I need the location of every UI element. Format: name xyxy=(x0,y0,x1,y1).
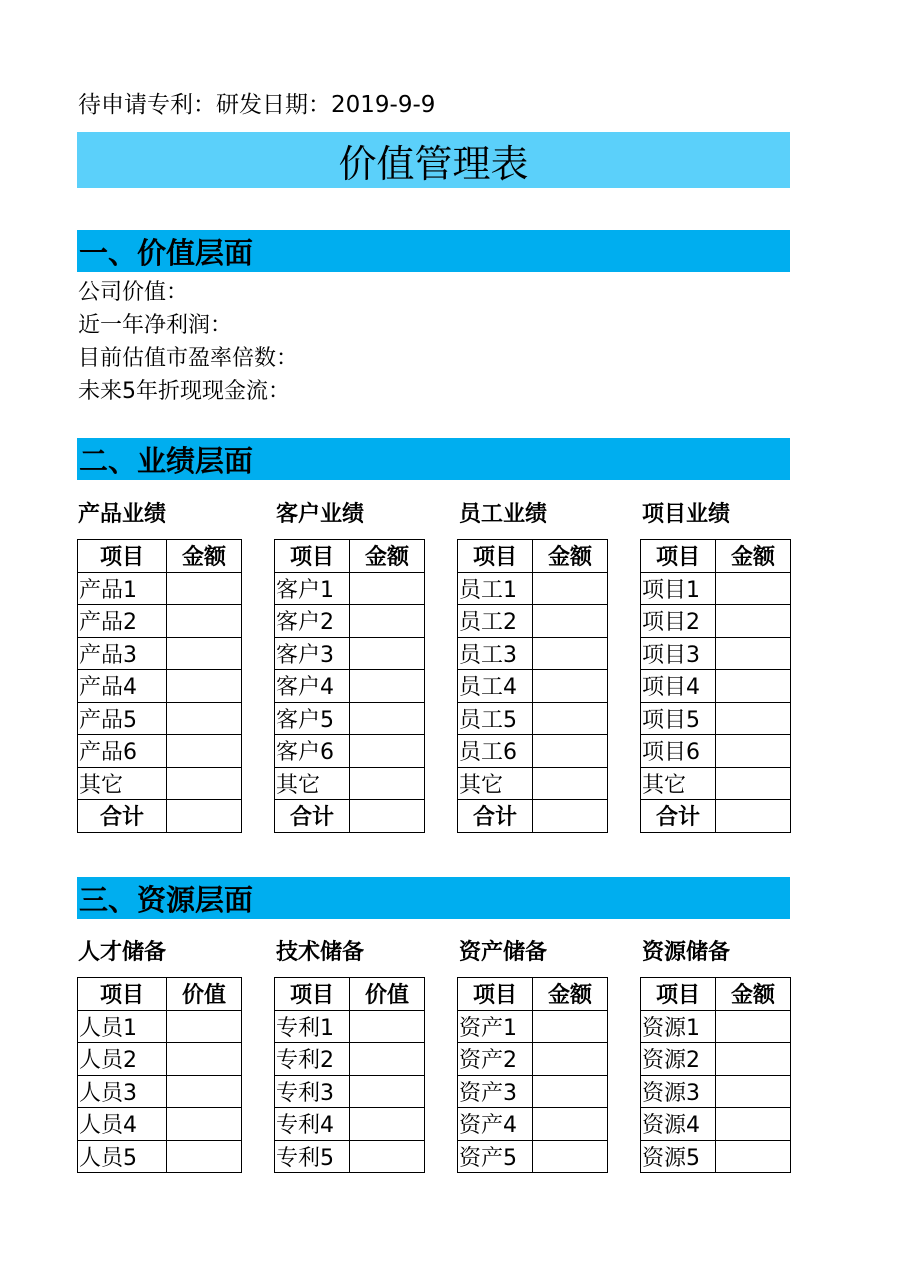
row-label: 资源2 xyxy=(641,1043,716,1076)
row-label: 人员3 xyxy=(78,1075,167,1108)
table-row xyxy=(275,735,425,768)
row-label: 项目5 xyxy=(641,702,716,735)
table-row xyxy=(78,670,242,703)
total-value-cell[interactable] xyxy=(167,800,242,833)
table-row xyxy=(78,735,242,768)
performance-table xyxy=(77,539,242,833)
field-pe-ratio: 目前估值市盈率倍数： xyxy=(78,346,299,371)
value-cell[interactable] xyxy=(533,1140,608,1173)
table-header-row xyxy=(641,978,791,1011)
total-value-cell[interactable] xyxy=(533,800,608,833)
row-label: 人员1 xyxy=(78,1010,167,1043)
value-cell[interactable] xyxy=(350,735,425,768)
row-label: 其它 xyxy=(458,767,533,800)
table-row xyxy=(275,637,425,670)
value-cell[interactable] xyxy=(167,605,242,638)
row-label: 资产2 xyxy=(458,1043,533,1076)
section-heading-performance: 二、业绩层面 xyxy=(77,438,790,480)
table-header-row xyxy=(78,978,242,1011)
table-row xyxy=(78,572,242,605)
value-cell[interactable] xyxy=(533,735,608,768)
row-label: 资产1 xyxy=(458,1010,533,1043)
table-row xyxy=(641,735,791,768)
performance-table-title: 项目业绩 xyxy=(642,502,731,527)
table-row xyxy=(275,1108,425,1141)
row-label: 产品3 xyxy=(78,637,167,670)
value-cell[interactable] xyxy=(167,702,242,735)
performance-table-title: 产品业绩 xyxy=(78,502,167,527)
column-header: 项目 xyxy=(458,540,533,573)
value-cell[interactable] xyxy=(167,1140,242,1173)
table-row xyxy=(78,1010,242,1043)
value-cell[interactable] xyxy=(350,1140,425,1173)
resource-table-title: 人才储备 xyxy=(78,940,167,965)
row-label: 资源1 xyxy=(641,1010,716,1043)
value-cell[interactable] xyxy=(350,1043,425,1076)
value-cell[interactable] xyxy=(167,767,242,800)
column-header: 价值 xyxy=(350,978,425,1011)
value-cell[interactable] xyxy=(167,735,242,768)
value-cell[interactable] xyxy=(716,1075,791,1108)
row-label: 产品4 xyxy=(78,670,167,703)
row-label: 专利5 xyxy=(275,1140,350,1173)
row-label: 项目6 xyxy=(641,735,716,768)
value-cell[interactable] xyxy=(533,605,608,638)
table-row xyxy=(641,572,791,605)
row-label: 客户2 xyxy=(275,605,350,638)
row-label: 员工1 xyxy=(458,572,533,605)
row-label: 其它 xyxy=(78,767,167,800)
row-label: 专利2 xyxy=(275,1043,350,1076)
table-row xyxy=(641,637,791,670)
table-row xyxy=(275,1043,425,1076)
value-cell[interactable] xyxy=(350,1075,425,1108)
row-label: 资产5 xyxy=(458,1140,533,1173)
value-cell[interactable] xyxy=(716,702,791,735)
performance-table xyxy=(274,539,425,833)
table-row xyxy=(641,702,791,735)
field-company-value: 公司价值： xyxy=(78,280,189,305)
row-label: 客户4 xyxy=(275,670,350,703)
value-cell[interactable] xyxy=(350,605,425,638)
total-label: 合计 xyxy=(458,800,533,833)
column-header: 金额 xyxy=(533,978,608,1011)
value-cell[interactable] xyxy=(716,1108,791,1141)
table-row xyxy=(458,767,608,800)
value-cell[interactable] xyxy=(716,735,791,768)
value-cell[interactable] xyxy=(167,1108,242,1141)
column-header: 金额 xyxy=(350,540,425,573)
column-header: 项目 xyxy=(641,978,716,1011)
field-net-profit: 近一年净利润： xyxy=(78,313,233,338)
resource-table-title: 资产储备 xyxy=(459,940,548,965)
value-cell[interactable] xyxy=(533,572,608,605)
row-label: 专利4 xyxy=(275,1108,350,1141)
row-label: 其它 xyxy=(641,767,716,800)
value-cell[interactable] xyxy=(716,637,791,670)
table-header-row xyxy=(458,978,608,1011)
table-row xyxy=(78,637,242,670)
field-discounted-cashflow: 未来5年折现现金流： xyxy=(78,379,290,404)
table-row xyxy=(458,572,608,605)
table-header-row xyxy=(458,540,608,573)
table-row xyxy=(458,605,608,638)
table-row xyxy=(78,767,242,800)
total-row xyxy=(275,800,425,833)
table-row xyxy=(275,1075,425,1108)
row-label: 产品5 xyxy=(78,702,167,735)
value-cell[interactable] xyxy=(350,1108,425,1141)
table-row xyxy=(275,1010,425,1043)
resource-table-title: 技术储备 xyxy=(276,940,365,965)
total-label: 合计 xyxy=(275,800,350,833)
total-row xyxy=(641,800,791,833)
value-cell[interactable] xyxy=(533,637,608,670)
table-row xyxy=(641,670,791,703)
row-label: 员工5 xyxy=(458,702,533,735)
section-heading-resources: 三、资源层面 xyxy=(77,877,790,919)
row-label: 产品1 xyxy=(78,572,167,605)
total-value-cell[interactable] xyxy=(350,800,425,833)
row-label: 产品6 xyxy=(78,735,167,768)
table-row xyxy=(275,670,425,703)
value-cell[interactable] xyxy=(533,702,608,735)
row-label: 项目4 xyxy=(641,670,716,703)
table-row xyxy=(458,702,608,735)
row-label: 员工4 xyxy=(458,670,533,703)
value-cell[interactable] xyxy=(350,670,425,703)
table-row xyxy=(458,670,608,703)
total-value-cell[interactable] xyxy=(716,800,791,833)
value-cell[interactable] xyxy=(167,1010,242,1043)
value-cell[interactable] xyxy=(716,670,791,703)
total-row xyxy=(78,800,242,833)
row-label: 其它 xyxy=(275,767,350,800)
column-header: 价值 xyxy=(167,978,242,1011)
table-header-row xyxy=(641,540,791,573)
row-label: 人员5 xyxy=(78,1140,167,1173)
column-header: 项目 xyxy=(275,540,350,573)
row-label: 客户3 xyxy=(275,637,350,670)
value-cell[interactable] xyxy=(167,1043,242,1076)
table-row xyxy=(458,637,608,670)
table-row xyxy=(78,1140,242,1173)
value-cell[interactable] xyxy=(167,637,242,670)
performance-table xyxy=(640,539,791,833)
row-label: 资产3 xyxy=(458,1075,533,1108)
row-label: 人员2 xyxy=(78,1043,167,1076)
value-cell[interactable] xyxy=(716,767,791,800)
table-header-row xyxy=(78,540,242,573)
value-cell[interactable] xyxy=(716,605,791,638)
value-cell[interactable] xyxy=(533,670,608,703)
column-header: 项目 xyxy=(275,978,350,1011)
table-row xyxy=(641,1043,791,1076)
table-row xyxy=(78,702,242,735)
column-header: 金额 xyxy=(167,540,242,573)
column-header: 金额 xyxy=(716,978,791,1011)
row-label: 项目2 xyxy=(641,605,716,638)
table-row xyxy=(458,1108,608,1141)
table-row xyxy=(641,1108,791,1141)
row-label: 人员4 xyxy=(78,1108,167,1141)
value-cell[interactable] xyxy=(350,702,425,735)
table-header-row xyxy=(275,978,425,1011)
table-row xyxy=(458,1043,608,1076)
table-row xyxy=(458,1010,608,1043)
row-label: 专利3 xyxy=(275,1075,350,1108)
value-cell[interactable] xyxy=(716,1010,791,1043)
resource-table xyxy=(77,977,242,1173)
value-cell[interactable] xyxy=(350,572,425,605)
table-row xyxy=(78,1043,242,1076)
table-row xyxy=(458,1140,608,1173)
page-title: 价值管理表 xyxy=(77,132,790,188)
table-row xyxy=(275,767,425,800)
row-label: 项目3 xyxy=(641,637,716,670)
value-cell[interactable] xyxy=(533,767,608,800)
value-cell[interactable] xyxy=(350,637,425,670)
section-heading-value: 一、价值层面 xyxy=(77,230,790,272)
table-row xyxy=(275,702,425,735)
value-cell[interactable] xyxy=(350,767,425,800)
row-label: 资源4 xyxy=(641,1108,716,1141)
performance-table-title: 员工业绩 xyxy=(459,502,548,527)
table-row xyxy=(641,1140,791,1173)
column-header: 金额 xyxy=(716,540,791,573)
value-cell[interactable] xyxy=(716,572,791,605)
resource-table-title: 资源储备 xyxy=(642,940,731,965)
value-cell[interactable] xyxy=(533,1043,608,1076)
row-label: 员工3 xyxy=(458,637,533,670)
resource-table xyxy=(274,977,425,1173)
patent-date-line: 待申请专利：研发日期：2019-9-9 xyxy=(78,92,436,118)
value-cell[interactable] xyxy=(350,1010,425,1043)
resource-table xyxy=(457,977,608,1173)
value-cell[interactable] xyxy=(716,1140,791,1173)
table-row xyxy=(641,767,791,800)
table-row xyxy=(458,1075,608,1108)
total-label: 合计 xyxy=(78,800,167,833)
total-row xyxy=(458,800,608,833)
table-header-row xyxy=(275,540,425,573)
row-label: 客户1 xyxy=(275,572,350,605)
table-row xyxy=(275,572,425,605)
row-label: 资产4 xyxy=(458,1108,533,1141)
row-label: 员工6 xyxy=(458,735,533,768)
column-header: 项目 xyxy=(458,978,533,1011)
table-row xyxy=(641,605,791,638)
table-row xyxy=(78,1108,242,1141)
value-cell[interactable] xyxy=(167,1075,242,1108)
row-label: 资源3 xyxy=(641,1075,716,1108)
column-header: 项目 xyxy=(641,540,716,573)
total-label: 合计 xyxy=(641,800,716,833)
performance-table xyxy=(457,539,608,833)
row-label: 客户6 xyxy=(275,735,350,768)
table-row xyxy=(78,1075,242,1108)
row-label: 专利1 xyxy=(275,1010,350,1043)
performance-table-title: 客户业绩 xyxy=(276,502,365,527)
row-label: 客户5 xyxy=(275,702,350,735)
column-header: 金额 xyxy=(533,540,608,573)
value-cell[interactable] xyxy=(716,1043,791,1076)
value-cell[interactable] xyxy=(533,1108,608,1141)
table-row xyxy=(641,1075,791,1108)
row-label: 员工2 xyxy=(458,605,533,638)
resource-table xyxy=(640,977,791,1173)
column-header: 项目 xyxy=(78,978,167,1011)
table-row xyxy=(78,605,242,638)
value-cell[interactable] xyxy=(167,670,242,703)
value-cell[interactable] xyxy=(533,1075,608,1108)
row-label: 项目1 xyxy=(641,572,716,605)
table-row xyxy=(458,735,608,768)
column-header: 项目 xyxy=(78,540,167,573)
value-cell[interactable] xyxy=(167,572,242,605)
table-row xyxy=(275,605,425,638)
value-cell[interactable] xyxy=(533,1010,608,1043)
row-label: 产品2 xyxy=(78,605,167,638)
row-label: 资源5 xyxy=(641,1140,716,1173)
table-row xyxy=(641,1010,791,1043)
table-row xyxy=(275,1140,425,1173)
